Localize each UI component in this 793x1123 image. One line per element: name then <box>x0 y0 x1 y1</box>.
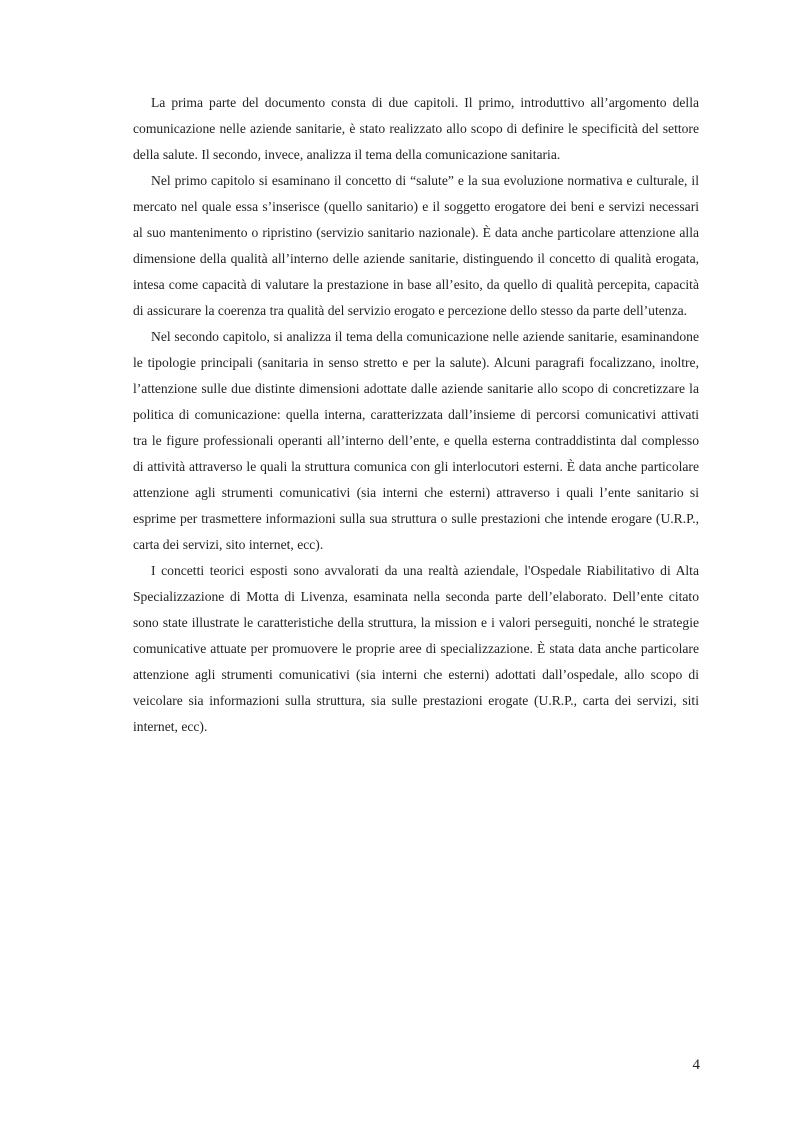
page-body <box>133 90 699 740</box>
paragraph-4: I concetti teorici esposti sono avvalorati da una realtà aziendale, l'Ospedale Riabilitativo di Alta Specializzazione di Motta di Livenza, esaminata nella seconda parte dell’elaborato. Dell’ente citato sono state illustrate le caratteristiche della struttura, la mission e i valori perseguiti, nonché le strategie comunicative attuate per promuovere le proprie aree di specializzazione. È stata data anche particolare attenzione agli strumenti comunicativi (sia interni che esterni) adottati dall’ospedale, allo scopo di veicolare sia informazioni sulla struttura, sia sulle prestazioni erogate (U.R.P., carta dei servizi, siti internet, ecc). <box>133 563 699 734</box>
paragraph-2: Nel primo capitolo si esaminano il concetto di “salute” e la sua evoluzione normativa e culturale, il mercato nel quale essa s’inserisce (quello sanitario) e il soggetto erogatore dei beni e servizi necessari al suo mantenimento o ripristino (servizio sanitario nazionale). È data anche particolare attenzione alla dimensione della qualità all’interno delle aziende sanitarie, distinguendo il concetto di qualità erogata, intesa come capacità di valutare la prestazione in base all’esito, da quello di qualità percepita, capacità di assicurare la coerenza tra qualità del servizio erogato e percezione dello stesso da parte dell’utenza. <box>133 173 699 318</box>
page-number: 4 <box>692 1057 700 1073</box>
paragraph-1: La prima parte del documento consta di due capitoli. Il primo, introduttivo all’argomento della comunicazione nelle aziende sanitarie, è stato realizzato allo scopo di definire le specificità del settore della salute. Il secondo, invece, analizza il tema della comunicazione sanitaria. <box>133 95 699 162</box>
paragraph-3: Nel secondo capitolo, si analizza il tema della comunicazione nelle aziende sanitarie, esaminandone le tipologie principali (sanitaria in senso stretto e per la salute). Alcuni paragrafi focalizzano, inoltre, l’attenzione sulle due distinte dimensioni adottate dalle aziende sanitarie allo scopo di concretizzare la politica di comunicazione: quella interna, caratterizzata dall’insieme di percorsi comunicativi attivati tra le figure professionali operanti all’interno dell’ente, e quella esterna contraddistinta dal complesso di attività attraverso le quali la struttura comunica con gli interlocutori esterni. È data anche particolare attenzione agli strumenti comunicativi (sia interni che esterni) attraverso i quali l’ente sanitario si esprime per trasmettere informazioni sulla sua struttura o sulle prestazioni che intende erogare (U.R.P., carta dei servizi, sito internet, ecc). <box>133 329 699 552</box>
